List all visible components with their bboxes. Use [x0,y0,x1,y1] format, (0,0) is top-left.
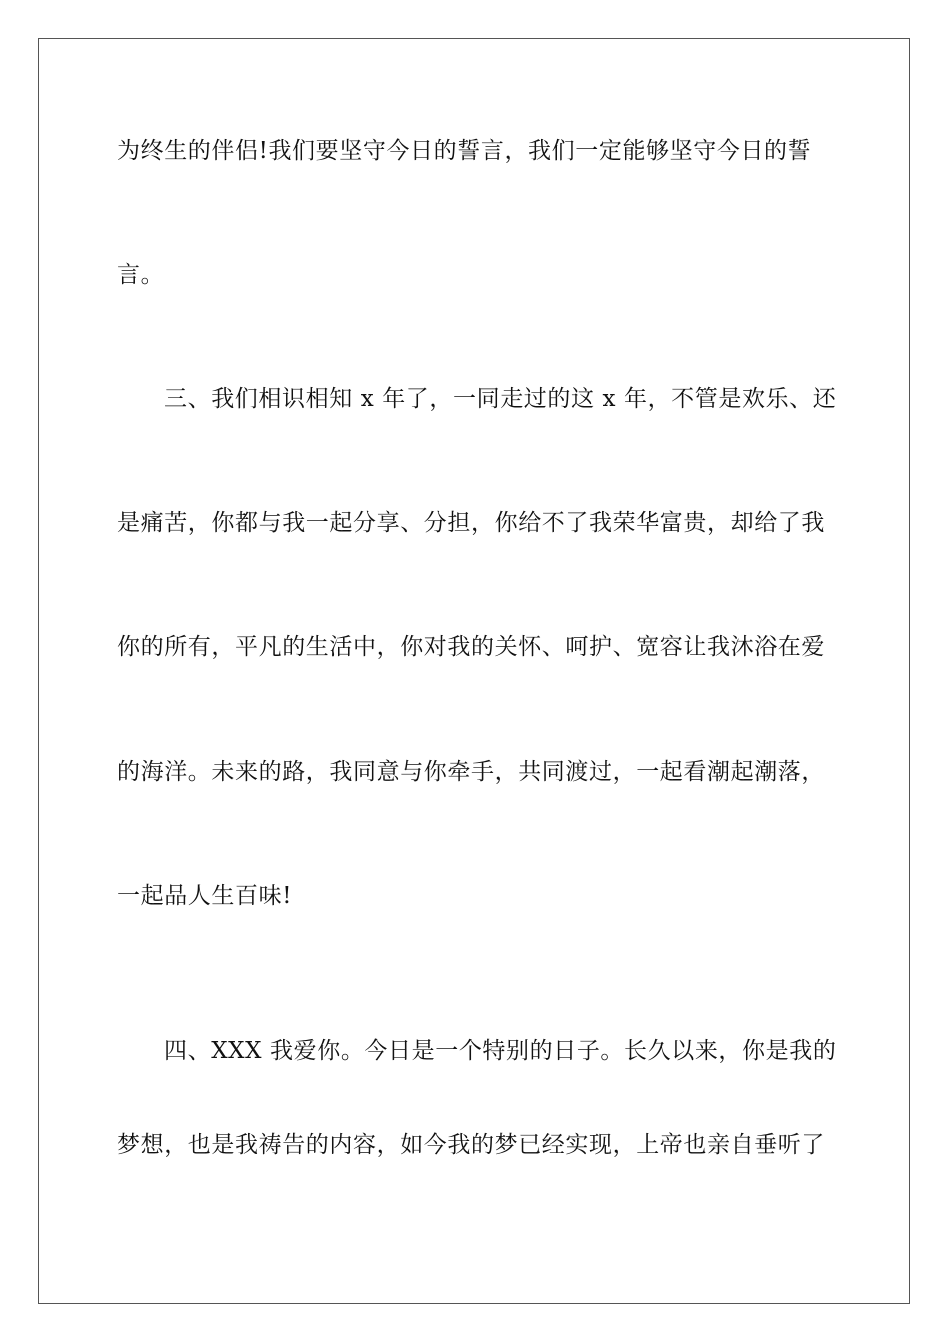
text-line: 为终生的伴侣!我们要坚守今日的誓言，我们一定能够坚守今日的誓 [117,138,812,164]
paragraph-start-line: 三、我们相识相知 x 年了，一同走过的这 x 年，不管是欢乐、还 [164,386,837,412]
text-line: 的海洋。未来的路，我同意与你牵手，共同渡过，一起看潮起潮落， [117,759,825,785]
text-line: 梦想，也是我祷告的内容，如今我的梦已经实现，上帝也亲自垂听了 [117,1132,825,1158]
page-border [38,38,910,1304]
text-line: 言。 [117,262,165,288]
text-line: 你的所有，平凡的生活中，你对我的关怀、呵护、宽容让我沐浴在爱 [117,634,825,660]
paragraph-start-line: 四、XXX 我爱你。今日是一个特别的日子。长久以来，你是我的 [164,1038,837,1064]
text-line: 一起品人生百味! [117,883,293,909]
text-line: 是痛苦，你都与我一起分享、分担，你给不了我荣华富贵，却给了我 [117,510,825,536]
